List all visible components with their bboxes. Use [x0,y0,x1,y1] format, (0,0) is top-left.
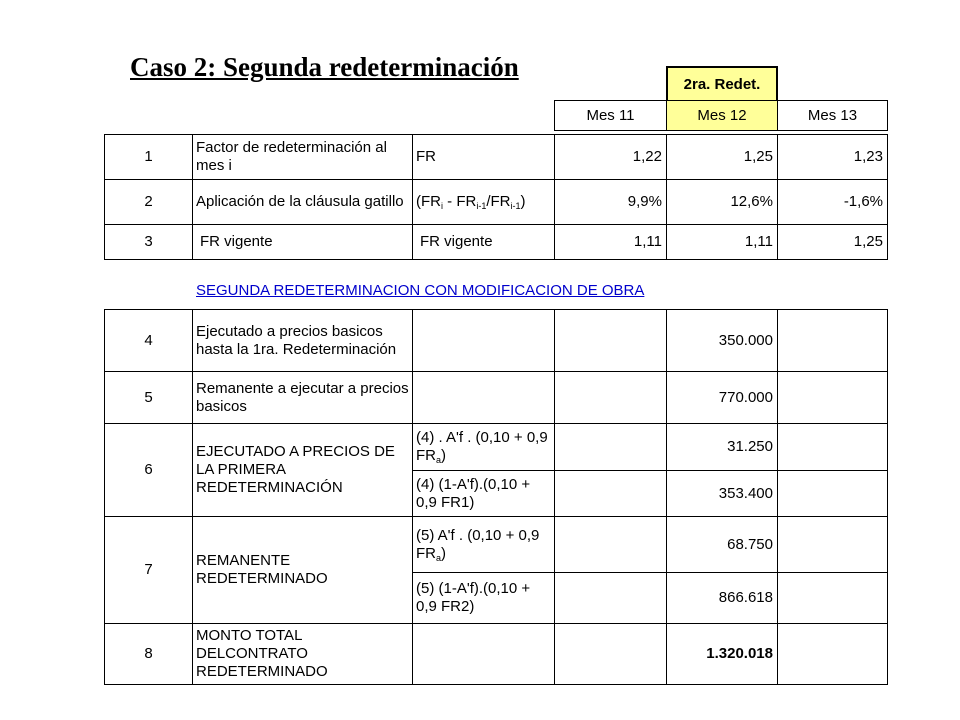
row-formula: (5) A'f . (0,10 + 0,9 $FR_a$) [413,517,555,573]
row-number: 7 [105,517,193,624]
row-formula [413,310,555,372]
table-row [105,624,888,685]
table-row [105,517,888,573]
row-number: 1 [105,135,193,180]
cell-mes-12: 1,11 [667,225,778,260]
month-header [554,100,888,131]
row-description: Factor de redeterminación al mes i [193,135,413,180]
redet-label: 2ra. Redet. [666,66,778,102]
row-formula: (4) (1-A'f).(0,10 + 0,9 FR1) [413,471,555,517]
row-description: Aplicación de la cláusula gatillo [193,180,413,225]
cell-mes-11: 1,22 [555,135,667,180]
row-formula [413,372,555,424]
row-formula: (5) (1-A'f).(0,10 + 0,9 FR2) [413,573,555,624]
row-formula: (4) . A'f . (0,10 + 0,9 $FR_a$) [413,424,555,471]
row-description: FR vigente [193,225,413,260]
table-row [105,310,888,372]
row-formula [413,624,555,685]
cell-mes-13: 1,23 [778,135,888,180]
total-value: 1.320.018 [667,624,778,685]
cell-value: 866.618 [667,573,778,624]
table-row [105,225,888,260]
cell-value: 770.000 [667,372,778,424]
month-13-header: Mes 13 [778,101,888,131]
cell-mes-13: 1,25 [778,225,888,260]
cell-value: 68.750 [667,517,778,573]
cell-mes-12: 1,25 [667,135,778,180]
row-formula: FR [413,135,555,180]
row-number: 3 [105,225,193,260]
row-formula: FR vigente [413,225,555,260]
page-title: Caso 2: Segunda redeterminación [130,52,519,82]
table-row [105,180,888,225]
redetermination-table [104,309,888,685]
cell-mes-13: -1,6% [778,180,888,225]
row-number: 4 [105,310,193,372]
cell-value: 31.250 [667,424,778,471]
row-description: Ejecutado a precios basicos hasta la 1ra. Redeterminación [193,310,413,372]
table-row [105,372,888,424]
cell-mes-11: 9,9% [555,180,667,225]
row-number: 5 [105,372,193,424]
row-description: REMANENTE REDETERMINADO [193,517,413,624]
cell-mes-12: 12,6% [667,180,778,225]
factor-table [104,134,888,260]
table-row [105,135,888,180]
cell-value: 353.400 [667,471,778,517]
row-number: 8 [105,624,193,685]
month-12-header: Mes 12 [667,101,778,131]
row-number: 2 [105,180,193,225]
cell-value: 350.000 [667,310,778,372]
row-description: Remanente a ejecutar a precios basicos [193,372,413,424]
row-number: 6 [105,424,193,517]
row-description: EJECUTADO A PRECIOS DE LA PRIMERA REDETERMINACIÓN [193,424,413,517]
cell-mes-11: 1,11 [555,225,667,260]
row-formula: $(FR_i - FR_{i-1}/FR_{i-1})$ [413,180,555,225]
table-row [105,424,888,471]
month-11-header: Mes 11 [555,101,667,131]
section-title: SEGUNDA REDETERMINACION CON MODIFICACION DE OBRA [196,282,645,299]
row-description: MONTO TOTAL DELCONTRATO REDETERMINADO [193,624,413,685]
